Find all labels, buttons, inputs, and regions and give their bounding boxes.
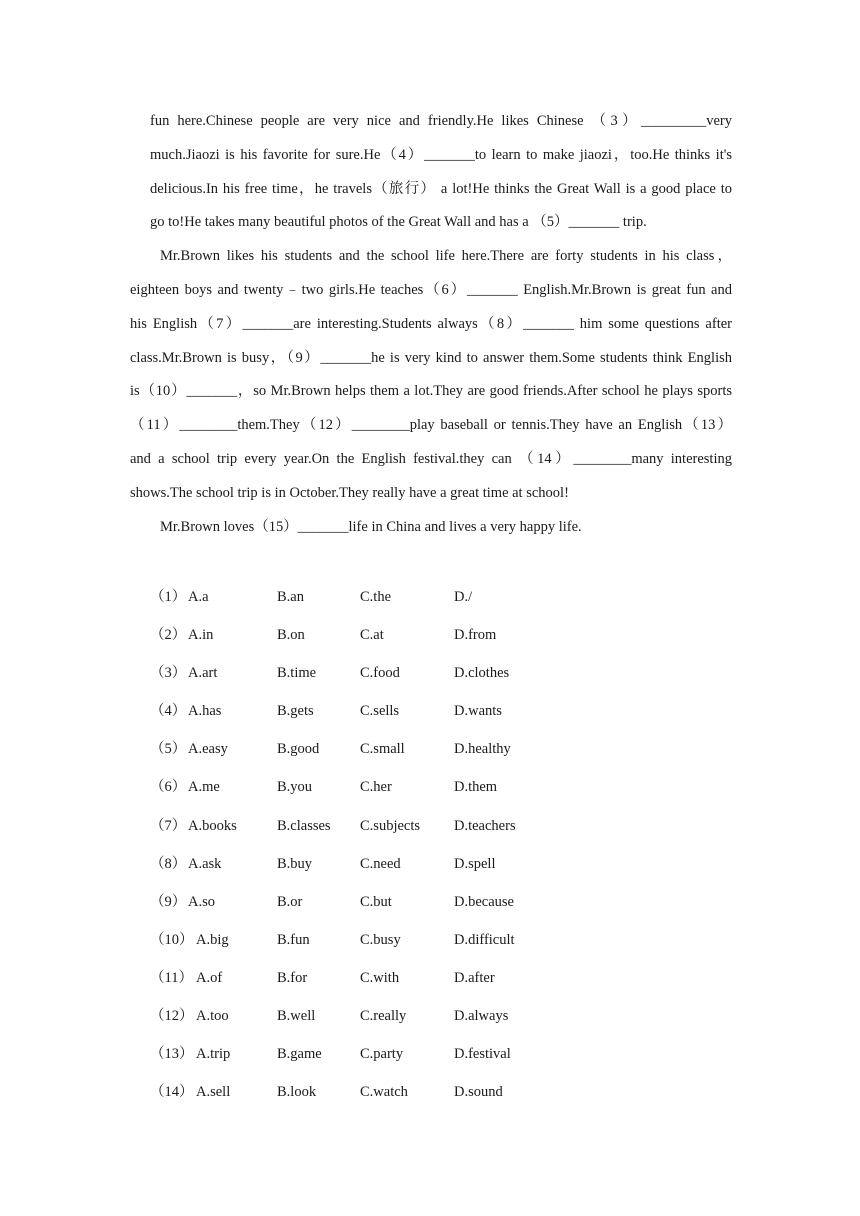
choice-a: A.in (188, 627, 214, 644)
choice-b: B.you (277, 779, 313, 796)
choice-d: D.always (454, 1008, 509, 1025)
question-number: （1） (150, 589, 187, 605)
choice-a: A.has (188, 703, 222, 720)
choice-b: B.buy (277, 855, 313, 872)
question-number: （8） (150, 855, 187, 872)
passage-line: is（10）_______，so Mr.Brown helps them a lot.They are good friends.After school he plays sports (130, 383, 732, 400)
choice-c: C.small (360, 741, 405, 758)
choice-b: B.good (277, 741, 320, 758)
passage-line: Mr.Brown loves（15）_______life in China and lives a very happy life. (160, 518, 582, 535)
question-number: （9） (150, 893, 187, 910)
choice-d: D.from (454, 627, 497, 644)
choice-d: D.teachers (454, 817, 516, 834)
choice-a: A.so (188, 893, 215, 910)
choice-b: B.on (277, 627, 305, 644)
choice-b: B.classes (277, 817, 331, 834)
choice-d: D.after (454, 969, 495, 986)
choice-d: D.healthy (454, 741, 511, 758)
choice-d: D.spell (454, 855, 496, 872)
question-number: （10） (150, 931, 194, 948)
choice-c: C.food (360, 665, 400, 682)
choice-d: D.festival (454, 1046, 511, 1063)
choice-c: C.with (360, 969, 400, 986)
choice-a: A.ask (188, 855, 222, 872)
choice-b: B.or (277, 893, 303, 910)
choice-b: B.gets (277, 703, 314, 720)
question-number: （13） (150, 1046, 194, 1063)
choice-b: B.an (277, 589, 304, 605)
choice-c: C.her (360, 779, 392, 796)
choice-a: A.trip (196, 1046, 231, 1063)
choice-b: B.well (277, 1008, 316, 1025)
choice-b: B.time (277, 665, 317, 682)
choice-c: C.busy (360, 931, 401, 948)
question-number: （5） (150, 741, 187, 758)
choice-c: C.watch (360, 1084, 408, 1101)
choice-d: D.sound (454, 1084, 503, 1101)
choice-a: A.books (188, 817, 237, 834)
passage-line: go to!He takes many beautiful photos of the Great Wall and has a （5）_______ trip. (150, 214, 647, 231)
passage-line: fun here.Chinese people are very nice and friendly.He likes Chinese （3）_________very (150, 113, 732, 129)
choice-d: D./ (454, 589, 473, 605)
question-number: （4） (150, 703, 187, 720)
passage (130, 105, 732, 544)
choice-c: C.really (360, 1008, 407, 1025)
passage-line: eighteen boys and twenty﹣two girls.He teaches（6）_______ English.Mr.Brown is great fun and (130, 281, 732, 298)
choice-a: A.big (196, 931, 229, 948)
choice-a: A.art (188, 665, 218, 682)
passage-line: his English（7）_______are interesting.Students always（8）_______ him some questions after (130, 315, 732, 332)
choice-c: C.subjects (360, 817, 421, 834)
question-number: （14） (150, 1084, 194, 1101)
choice-c: C.party (360, 1046, 404, 1063)
question-number: （2） (150, 627, 187, 644)
passage-line: and a school trip every year.On the English festival.they can （14）________many interesting (130, 450, 732, 467)
choice-a: A.too (196, 1008, 229, 1025)
choice-c: C.at (360, 627, 384, 644)
passage-line: （11）________them.They（12）________play baseball or tennis.They have an English（13） (130, 417, 732, 434)
choice-a: A.of (196, 969, 223, 986)
passage-line: delicious.In his free time，he travels（旅行） a lot!He thinks the Great Wall is a good place to (150, 180, 732, 197)
question-number: （7） (150, 817, 187, 834)
passage-line: much.Jiaozi is his favorite for sure.He（4）_______to learn to make jiaozi，too.He thinks it's (150, 146, 732, 163)
choice-a: A.me (188, 779, 220, 796)
passage-line: Mr.Brown likes his students and the school life here.There are forty students in his class， (160, 248, 732, 265)
choice-b: B.for (277, 969, 308, 986)
choice-c: C.but (360, 893, 392, 910)
question-number: （12） (150, 1008, 194, 1025)
passage-line: shows.The school trip is in October.They really have a great time at school! (130, 484, 569, 501)
choice-b: B.look (277, 1084, 317, 1101)
question-number: （3） (150, 665, 187, 682)
choice-a: A.easy (188, 741, 228, 758)
choice-b: B.game (277, 1046, 322, 1063)
choice-b: B.fun (277, 931, 310, 948)
choice-d: D.wants (454, 703, 502, 720)
choice-d: D.clothes (454, 665, 510, 682)
choice-d: D.them (454, 779, 498, 796)
choice-d: D.difficult (454, 931, 515, 948)
choice-a: A.a (188, 589, 209, 605)
choice-c: C.need (360, 855, 401, 872)
choice-d: D.because (454, 893, 514, 910)
question-number: （11） (150, 969, 193, 986)
question-number: （6） (150, 779, 187, 796)
passage-line: class.Mr.Brown is busy，（9）_______he is very kind to answer them.Some students think English (130, 349, 732, 366)
choice-c: C.the (360, 589, 392, 605)
choice-c: C.sells (360, 703, 400, 720)
choice-a: A.sell (196, 1084, 231, 1101)
